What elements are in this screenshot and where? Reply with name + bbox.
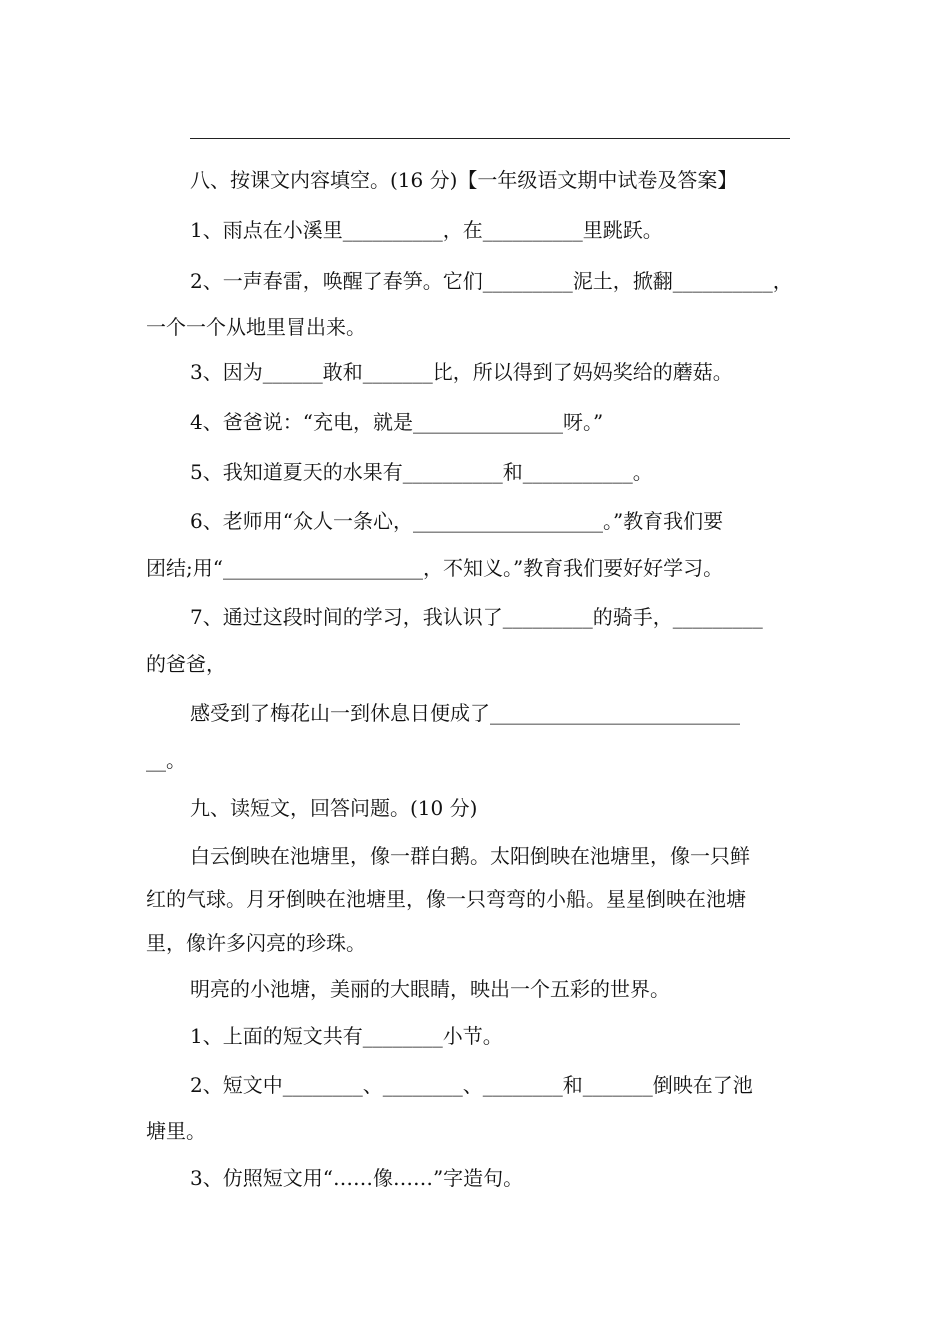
s8-question-6-line2: 团结;用“____________________，不知义。”教育我们要好好学习。 — [146, 556, 724, 580]
passage-line-4: 明亮的小池塘，美丽的大眼睛，映出一个五彩的世界。 — [190, 977, 670, 1001]
s9-question-3: 3、仿照短文用“……像……”字造句。 — [190, 1166, 524, 1190]
s8-question-7-line3: 感受到了梅花山一到休息日便成了_________________________ — [190, 701, 740, 725]
s8-question-7-line2: 的爸爸， — [146, 652, 226, 676]
passage-line-1: 白云倒映在池塘里，像一群白鹅。太阳倒映在池塘里，像一只鲜 — [190, 844, 750, 868]
s9-question-2-line1: 2、短文中________、________、________和_______倒映在了池 — [190, 1073, 753, 1097]
answer-line-top — [190, 138, 790, 139]
s8-question-5: 5、我知道夏天的水果有__________和___________。 — [190, 460, 653, 484]
passage-line-3: 里，像许多闪亮的珍珠。 — [146, 931, 366, 955]
s8-question-7-line1: 7、通过这段时间的学习，我认识了_________的骑手，_________ — [190, 605, 763, 629]
s9-question-2-line2: 塘里。 — [146, 1119, 206, 1143]
section8-heading: 八、按课文内容填空。(16 分)【一年级语文期中试卷及答案】 — [190, 168, 738, 192]
s8-question-2-line2: 一个一个从地里冒出来。 — [146, 315, 366, 339]
passage-line-2: 红的气球。月牙倒映在池塘里，像一只弯弯的小船。星星倒映在池塘 — [146, 887, 746, 911]
section9-heading: 九、读短文，回答问题。(10 分) — [190, 796, 478, 820]
s8-question-4: 4、爸爸说：“充电，就是_______________呀。” — [190, 410, 604, 434]
s8-question-3: 3、因为______敢和_______比，所以得到了妈妈奖给的蘑菇。 — [190, 360, 733, 384]
s8-question-1: 1、雨点在小溪里__________，在__________里跳跃。 — [190, 218, 663, 242]
s8-question-2-line1: 2、一声春雷，唤醒了春笋。它们_________泥土，掀翻__________， — [190, 269, 793, 293]
s9-question-1: 1、上面的短文共有________小节。 — [190, 1024, 503, 1048]
s8-question-6-line1: 6、老师用“众人一条心，___________________。”教育我们要 — [190, 509, 724, 533]
s8-question-7-line4: __。 — [146, 748, 186, 772]
